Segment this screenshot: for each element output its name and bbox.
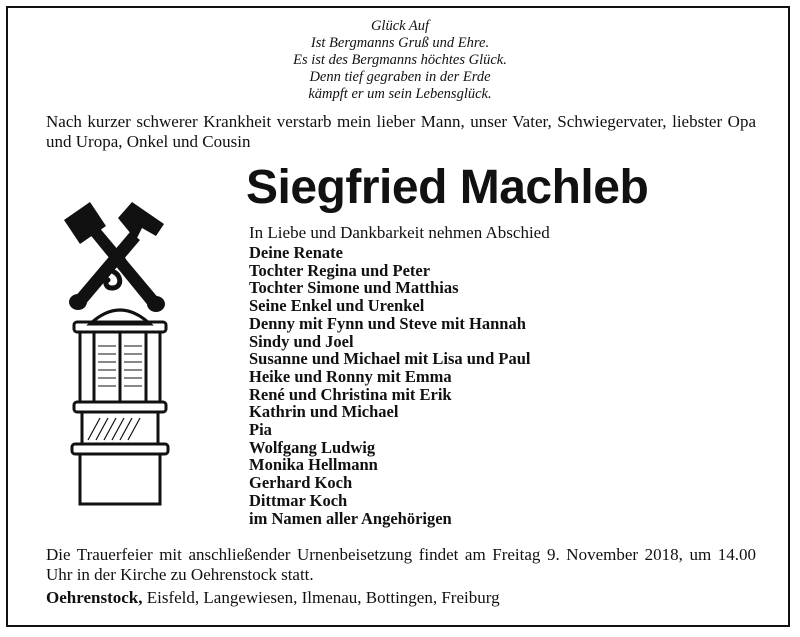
ceremony-text: Die Trauerfeier mit anschließender Urnenbeisetzung findet am Freitag 9. November 2018, um 14.00 Uhr in der Kirche zu Oehrenstock statt. [46,545,756,584]
mourner: Deine Renate [249,243,343,262]
mourner: Seine Enkel und Urenkel [249,296,425,316]
poem-line: kämpft er um sein Lebensglück. [308,86,492,102]
intro-text: Nach kurzer schwerer Krankheit verstarb mein lieber Mann, unser Vater, Schwiegervater, liebster Opa und Uropa, Onkel und Cousin [46,112,756,151]
mourner: Kathrin und Michael [249,402,399,422]
mourner: Susanne und Michael mit Lisa und Paul [249,349,531,369]
places-line [46,588,500,608]
deceased-name: Siegfried Machleb [246,161,649,214]
mourner: Pia [249,420,272,440]
mourner: Tochter Regina und Peter [249,260,431,280]
hammer-and-pick-with-miners-lamp-icon [60,196,180,516]
place-main: Oehrenstock, [46,588,143,607]
mourner: Dittmar Koch [249,490,348,510]
mourner: Denny mit Fynn und Steve mit Hannah [249,313,526,333]
mourner: Sindy und Joel [249,331,354,351]
poem [0,18,800,103]
mourner: Wolfgang Ludwig [249,437,376,457]
poem-line: Denn tief gegraben in der Erde [309,69,491,85]
mourners-list [249,244,531,527]
poem-line: Ist Bergmanns Gruß und Ehre. [310,35,490,51]
places-others: Eisfeld, Langewiesen, Ilmenau, Bottingen, Freiburg [142,588,500,607]
poem-line: Glück Auf [370,18,430,34]
mourner: René und Christina mit Erik [249,384,452,404]
farewell-line: In Liebe und Dankbarkeit nehmen Abschied [249,223,550,242]
mourner: Gerhard Koch [249,473,353,493]
mourner: Tochter Simone und Matthias [249,278,459,298]
poem-line: Es ist des Bergmanns höchtes Glück. [293,52,507,68]
mourner: Monika Hellmann [249,455,378,475]
mourner: Heike und Ronny mit Emma [249,366,452,386]
mourner: im Namen aller Angehörigen [249,508,452,528]
